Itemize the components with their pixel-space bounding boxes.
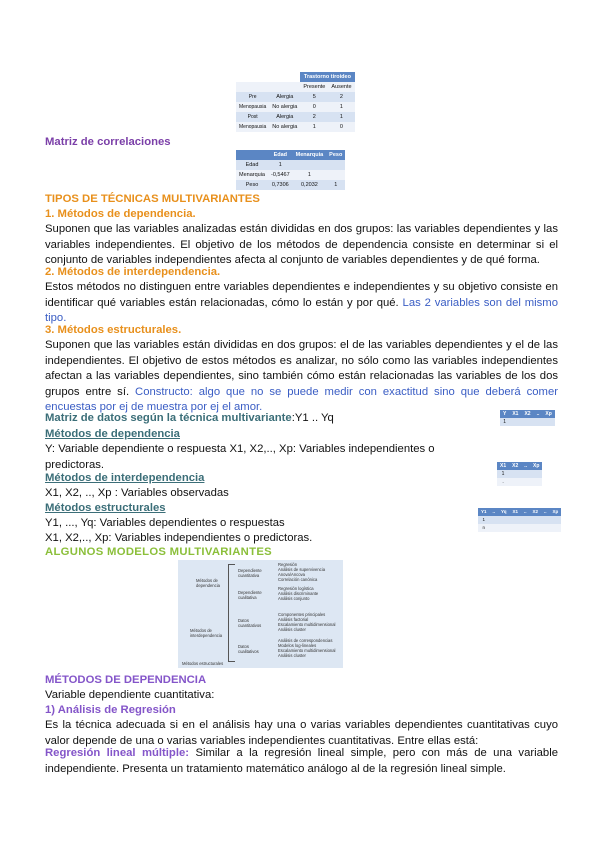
- cell: 1: [307, 172, 311, 178]
- mini-matrix-structural: [478, 508, 561, 532]
- cell: 5: [312, 94, 316, 100]
- diagram-item: Escalamiento multidimensional: [278, 648, 336, 653]
- diagram-item: Análisis de supervivencia: [278, 567, 326, 572]
- col-header: ..: [523, 509, 527, 514]
- section-title-tipos: TIPOS DE TÉCNICAS MULTIVARIANTES: [45, 193, 260, 205]
- interdependence-title: Métodos de interdependencia: [45, 472, 205, 484]
- method3-note: Constructo: algo que no se puede medir con exactitud sino que deberá comer encuestas por ej de muestra por ej el amor.: [45, 385, 559, 414]
- col-header: X2: [532, 509, 538, 514]
- multiple-regression-title: Regresión lineal múltiple:: [45, 747, 190, 759]
- diagram-item: Correlación canónica: [278, 577, 318, 582]
- diagram-item: Análisis cluster: [278, 627, 306, 632]
- method3-title: 3. Métodos estructurales.: [45, 324, 182, 336]
- diagram-mid-3: Datos cuantitativos: [238, 618, 262, 628]
- row-group: Post: [247, 114, 258, 120]
- row-label: Menarquia: [239, 172, 265, 178]
- method1-text: Suponen que las variables analizadas están divididas en dos grupos: las variables dependientes y las variables independientes. El objetivo de los métodos de dependencia consiste en determinar si el conjunto de variables independientes afecta al conjunto de variables dependientes y de qué forma.: [45, 223, 558, 267]
- row-label: .: [502, 479, 504, 485]
- diagram-item: Análisis discriminante: [278, 591, 319, 596]
- col-header: Y: [503, 411, 507, 417]
- structural-text-2: X1, X2,.., Xp: Variables independientes o predictoras.: [45, 532, 313, 544]
- row-label: 1: [482, 517, 486, 522]
- diagram-item: Regresión logística: [278, 586, 314, 591]
- diagram-right-2: [278, 586, 340, 601]
- cell: 0,2032: [301, 182, 318, 188]
- col-header: Xp: [552, 509, 559, 514]
- method2-title: 2. Métodos de interdependencia.: [45, 266, 221, 278]
- cell: 0,7306: [271, 182, 289, 188]
- diagram-footer: Métodos estructurales: [182, 661, 224, 666]
- col-header: X1: [512, 509, 518, 514]
- method1-title: 1. Métodos de dependencia.: [45, 208, 196, 220]
- regression-text: Es la técnica adecuada si en el análisis hay una o varias variables dependientes cuantitativas cuyo valor depende de una o varias variables independientes cuantitativas. Entre ellas está:: [45, 719, 558, 747]
- cell: 0: [312, 104, 316, 110]
- interdependence-text: X1, X2, .., Xp : Variables observadas: [45, 487, 229, 499]
- cell: 0: [339, 124, 343, 130]
- cell: [293, 160, 327, 170]
- diagram-bracket: [228, 564, 235, 662]
- table-group-header: Trastorno tiroideo: [300, 72, 354, 82]
- table-trastorno: [236, 72, 355, 132]
- diagram-mid-4: Datos cualitativos: [238, 644, 259, 654]
- matrix-title: Matriz de datos según la técnica multivariante: [45, 412, 292, 424]
- mini-matrix-dependence: [500, 410, 555, 426]
- row-label: Peso: [245, 182, 259, 188]
- cell: 2: [339, 94, 343, 100]
- col-header: X2: [512, 463, 519, 469]
- col-header: Edad: [273, 152, 288, 158]
- diagram-left-dependence: Métodos de dependencia: [196, 578, 220, 588]
- row-label: No alergia: [272, 124, 298, 130]
- diagram-item: Análisis cluster: [278, 653, 306, 658]
- row-group: Menopausia: [239, 124, 267, 130]
- mini-matrix-interdependence: [497, 462, 542, 486]
- col-header: ..: [524, 463, 528, 469]
- structural-text-1: Y1, ..., Yq: Variables dependientes o respuestas: [45, 517, 285, 529]
- dependence-section-subtitle: Variable dependiente cuantitativa:: [45, 689, 215, 701]
- multiple-regression-paragraph: [45, 746, 558, 777]
- diagram-item: Análisis factorial: [278, 617, 309, 622]
- cell: 1: [339, 114, 343, 120]
- method3-text: Suponen que las variables están divididas en dos grupos: el de las variables dependientes y el de las independientes. El objetivo de estos métodos es analizar, no sólo como las variables independientes afectan a las variables dependientes, sino también cómo están relacionadas las variables de los dos grupos entre sí.: [45, 339, 558, 398]
- col-header: X1: [512, 411, 519, 417]
- dependence-section-title: MÉTODOS DE DEPENDENCIA: [45, 674, 207, 686]
- multiple-regression-text: Similar a la regresión lineal simple, pero con más de una variable independiente. Presenta un tratamiento matemático análogo al de la regresión lineal simple.: [45, 747, 558, 775]
- row-label: 1: [503, 419, 507, 425]
- diagram-mid-2: Dependiente cualitativa: [238, 590, 262, 600]
- col-header: [236, 150, 268, 160]
- col-header: Xp: [533, 463, 540, 469]
- diagram-mid-1: Dependiente cuantitativa: [238, 568, 262, 578]
- method2-paragraph: [45, 280, 558, 327]
- table-correlaciones: [236, 150, 345, 190]
- diagram-right-1: [278, 562, 340, 582]
- dependence-title: Métodos de dependencia: [45, 428, 180, 440]
- row-label: Alergia: [276, 94, 294, 100]
- regression-title: 1) Análisis de Regresión: [45, 704, 176, 716]
- method3-paragraph: [45, 338, 558, 416]
- row-group: Pre: [248, 94, 257, 100]
- row-label: No alergia: [272, 104, 298, 110]
- diagram-item: Análisis conjunto: [278, 596, 310, 601]
- diagram-item: Anova/Ancova: [278, 572, 306, 577]
- row-label: Edad: [245, 162, 259, 168]
- method2-note: Las 2 variables son del mismo tipo.: [45, 296, 559, 325]
- cell: [326, 160, 345, 170]
- correlation-title: Matriz de correlaciones: [45, 136, 171, 148]
- col-header: ..: [536, 411, 540, 417]
- models-title: ALGUNOS MODELOS MULTIVARIANTES: [45, 546, 272, 558]
- method2-text: Estos métodos no distinguen entre variables dependientes e independientes y su objetivo consiste en identificar qué variables están relacionadas, cómo lo están y por qué.: [45, 281, 558, 309]
- col-header: ..: [492, 509, 496, 514]
- col-header: Yq: [501, 509, 507, 514]
- diagram-right-3: [278, 612, 340, 632]
- diagram-item: Análisis de correspondencias: [278, 638, 333, 643]
- col-header: Ausente: [331, 84, 352, 90]
- row-label: n: [482, 525, 486, 530]
- structural-title: Métodos estructurales: [45, 502, 166, 514]
- matrix-suffix: :Y1 .. Yq: [291, 412, 334, 424]
- row-label: Alergia: [276, 114, 294, 120]
- models-diagram: [178, 560, 343, 668]
- col-header: Presente: [303, 84, 326, 90]
- cell: 1: [339, 104, 343, 110]
- diagram-item: Modelos log-lineales: [278, 643, 317, 648]
- dependence-text: Y: Variable dependiente o respuesta X1, X2,.., Xp: Variables independientes o predictoras.: [45, 443, 435, 471]
- diagram-left-interdependence: Métodos de interdependencia: [190, 628, 223, 638]
- diagram-item: Componentes principales: [278, 612, 326, 617]
- diagram-right-4: [278, 638, 340, 658]
- col-header: Menarquia: [295, 152, 324, 158]
- col-header: ..: [544, 509, 547, 514]
- cell: -0,5467: [271, 172, 290, 178]
- cell: [326, 170, 345, 180]
- col-header: Peso: [329, 152, 343, 158]
- row-group: Menopausia: [239, 104, 267, 110]
- cell: 1: [278, 162, 282, 168]
- cell: 1: [334, 182, 338, 188]
- col-header: Xp: [545, 411, 552, 417]
- cell: 1: [312, 124, 316, 130]
- diagram-item: Escalamiento multidimensional: [278, 622, 336, 627]
- col-header: Y1: [481, 509, 487, 514]
- diagram-item: Regresión: [278, 562, 298, 567]
- row-label: 1: [501, 471, 505, 477]
- cell: 2: [312, 114, 316, 120]
- matrix-line: [45, 411, 334, 427]
- col-header: X1: [500, 463, 507, 469]
- col-header: X2: [524, 411, 531, 417]
